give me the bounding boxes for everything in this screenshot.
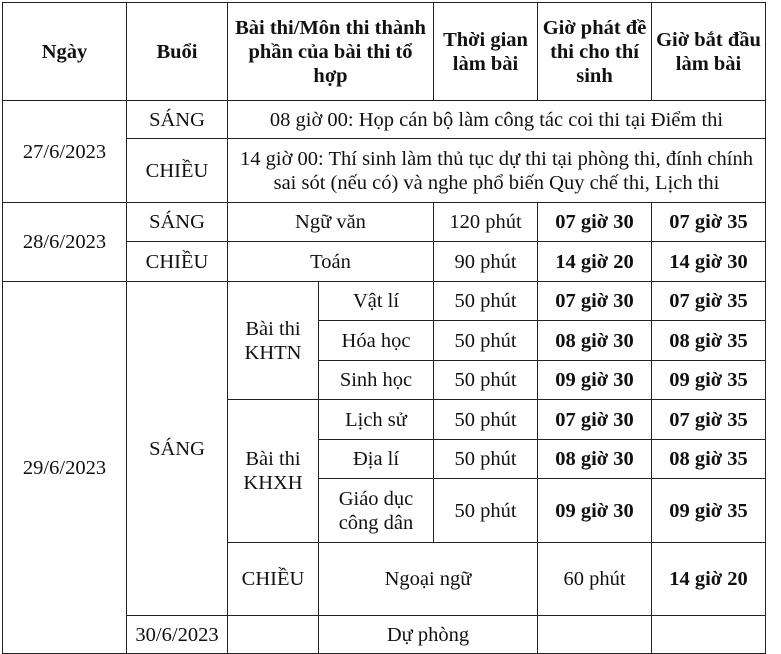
subject-cell: Ngữ văn: [228, 203, 434, 242]
note-cell: 14 giờ 00: Thí sinh làm thủ tục dự thi tại phòng thi, đính chính sai sót (nếu có) và nghe phổ biến Quy chế thi, Lịch thi: [228, 139, 766, 203]
start-time-cell: 09 giờ 35: [652, 479, 766, 543]
session-cell-empty: [228, 616, 319, 654]
distribute-time-cell: 07 giờ 30: [538, 203, 652, 242]
subject-cell: Hóa học: [319, 321, 434, 361]
distribute-time-cell: 09 giờ 30: [538, 479, 652, 543]
session-cell: CHIỀU: [127, 242, 228, 282]
subject-cell: Địa lí: [319, 440, 434, 479]
duration-cell: 120 phút: [434, 203, 538, 242]
subject-cell: Lịch sử: [319, 400, 434, 440]
header-duration: Thời gian làm bài: [434, 3, 538, 101]
subject-cell: Sinh học: [319, 361, 434, 400]
distribute-time-cell: 08 giờ 30: [538, 440, 652, 479]
distribute-time-cell: 08 giờ 30: [538, 321, 652, 361]
start-time-cell: 14 giờ 30: [652, 242, 766, 282]
session-cell: SÁNG: [127, 101, 228, 139]
header-start-time: Giờ bắt đầu làm bài: [652, 3, 766, 101]
session-cell: SÁNG: [127, 282, 228, 616]
duration-cell: 50 phút: [434, 479, 538, 543]
distribute-time-cell-empty: [652, 616, 766, 654]
start-time-cell: 08 giờ 35: [652, 321, 766, 361]
distribute-time-cell: 07 giờ 30: [538, 400, 652, 440]
duration-cell-empty: [538, 616, 652, 654]
date-cell: 29/6/2023: [3, 282, 127, 654]
header-session: Buổi: [127, 3, 228, 101]
header-distribute-time: Giờ phát đề thi cho thí sinh: [538, 3, 652, 101]
duration-cell: 50 phút: [434, 440, 538, 479]
distribute-time-cell: 14 giờ 20: [652, 543, 766, 616]
duration-cell: 50 phút: [434, 321, 538, 361]
table-row: [3, 101, 766, 139]
duration-cell: 60 phút: [538, 543, 652, 616]
start-time-cell: 09 giờ 35: [652, 361, 766, 400]
table-row: [3, 282, 766, 321]
subject-cell: Vật lí: [319, 282, 434, 321]
distribute-time-cell: 07 giờ 30: [538, 282, 652, 321]
session-cell: SÁNG: [127, 203, 228, 242]
header-subject: Bài thi/Môn thi thành phần của bài thi tổ hợp: [228, 3, 434, 101]
duration-cell: 50 phút: [434, 400, 538, 440]
start-time-cell: 07 giờ 35: [652, 400, 766, 440]
start-time-cell: 08 giờ 35: [652, 440, 766, 479]
note-cell: 08 giờ 00: Họp cán bộ làm công tác coi thi tại Điểm thi: [228, 101, 766, 139]
group-cell-khxh: Bài thi KHXH: [228, 400, 319, 543]
subject-cell: Ngoại ngữ: [319, 543, 538, 616]
exam-schedule-table: [2, 2, 766, 654]
start-time-cell: 07 giờ 35: [652, 282, 766, 321]
group-cell-khtn: Bài thi KHTN: [228, 282, 319, 400]
distribute-time-cell: 09 giờ 30: [538, 361, 652, 400]
subject-cell: Giáo dục công dân: [319, 479, 434, 543]
table-row: [3, 203, 766, 242]
start-time-cell: 07 giờ 35: [652, 203, 766, 242]
date-cell: 27/6/2023: [3, 101, 127, 203]
distribute-time-cell: 14 giờ 20: [538, 242, 652, 282]
duration-cell: 90 phút: [434, 242, 538, 282]
header-row: [3, 3, 766, 101]
subject-cell: Toán: [228, 242, 434, 282]
subject-cell: Dự phòng: [319, 616, 538, 654]
date-cell: 30/6/2023: [127, 616, 228, 654]
session-cell: CHIỀU: [228, 543, 319, 616]
duration-cell: 50 phút: [434, 282, 538, 321]
duration-cell: 50 phút: [434, 361, 538, 400]
session-cell: CHIỀU: [127, 139, 228, 203]
header-date: Ngày: [3, 3, 127, 101]
date-cell: 28/6/2023: [3, 203, 127, 282]
